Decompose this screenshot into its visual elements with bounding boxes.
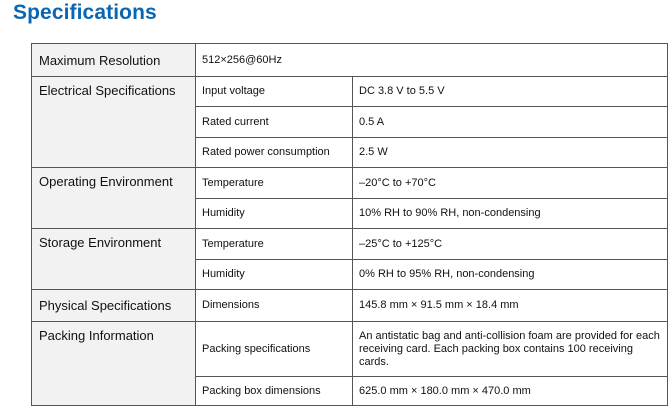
category-operating: Operating Environment bbox=[32, 168, 196, 229]
table-row bbox=[32, 290, 668, 322]
value-rated-power: 2.5 W bbox=[353, 138, 668, 168]
param-operating-humidity: Humidity bbox=[196, 199, 353, 229]
value-operating-humidity: 10% RH to 90% RH, non-condensing bbox=[353, 199, 668, 229]
param-operating-temperature: Temperature bbox=[196, 168, 353, 199]
table-row bbox=[32, 322, 668, 377]
category-maximum-resolution: Maximum Resolution bbox=[32, 44, 196, 77]
table-row bbox=[32, 168, 668, 199]
category-physical: Physical Specifications bbox=[32, 290, 196, 322]
table-row bbox=[32, 229, 668, 260]
specifications-table bbox=[31, 43, 668, 406]
param-input-voltage: Input voltage bbox=[196, 77, 353, 107]
page-title: Specifications bbox=[13, 1, 157, 24]
table-row bbox=[32, 44, 668, 77]
category-electrical: Electrical Specifications bbox=[32, 77, 196, 168]
param-rated-power: Rated power consumption bbox=[196, 138, 353, 168]
param-packing-specifications: Packing specifications bbox=[196, 322, 353, 377]
value-maximum-resolution: 512×256@60Hz bbox=[196, 44, 668, 77]
table-row bbox=[32, 77, 668, 107]
param-rated-current: Rated current bbox=[196, 107, 353, 138]
value-input-voltage: DC 3.8 V to 5.5 V bbox=[353, 77, 668, 107]
param-storage-humidity: Humidity bbox=[196, 260, 353, 290]
category-storage: Storage Environment bbox=[32, 229, 196, 290]
value-storage-humidity: 0% RH to 95% RH, non-condensing bbox=[353, 260, 668, 290]
value-dimensions: 145.8 mm × 91.5 mm × 18.4 mm bbox=[353, 290, 668, 322]
category-packing: Packing Information bbox=[32, 322, 196, 406]
param-dimensions: Dimensions bbox=[196, 290, 353, 322]
value-rated-current: 0.5 A bbox=[353, 107, 668, 138]
value-operating-temperature: –20°C to +70°C bbox=[353, 168, 668, 199]
value-packing-specifications: An antistatic bag and anti-collision foam are provided for each receiving card. Each packing box contains 100 receiving cards. bbox=[353, 322, 668, 377]
param-packing-box-dimensions: Packing box dimensions bbox=[196, 377, 353, 406]
param-storage-temperature: Temperature bbox=[196, 229, 353, 260]
value-storage-temperature: –25°C to +125°C bbox=[353, 229, 668, 260]
value-packing-box-dimensions: 625.0 mm × 180.0 mm × 470.0 mm bbox=[353, 377, 668, 406]
